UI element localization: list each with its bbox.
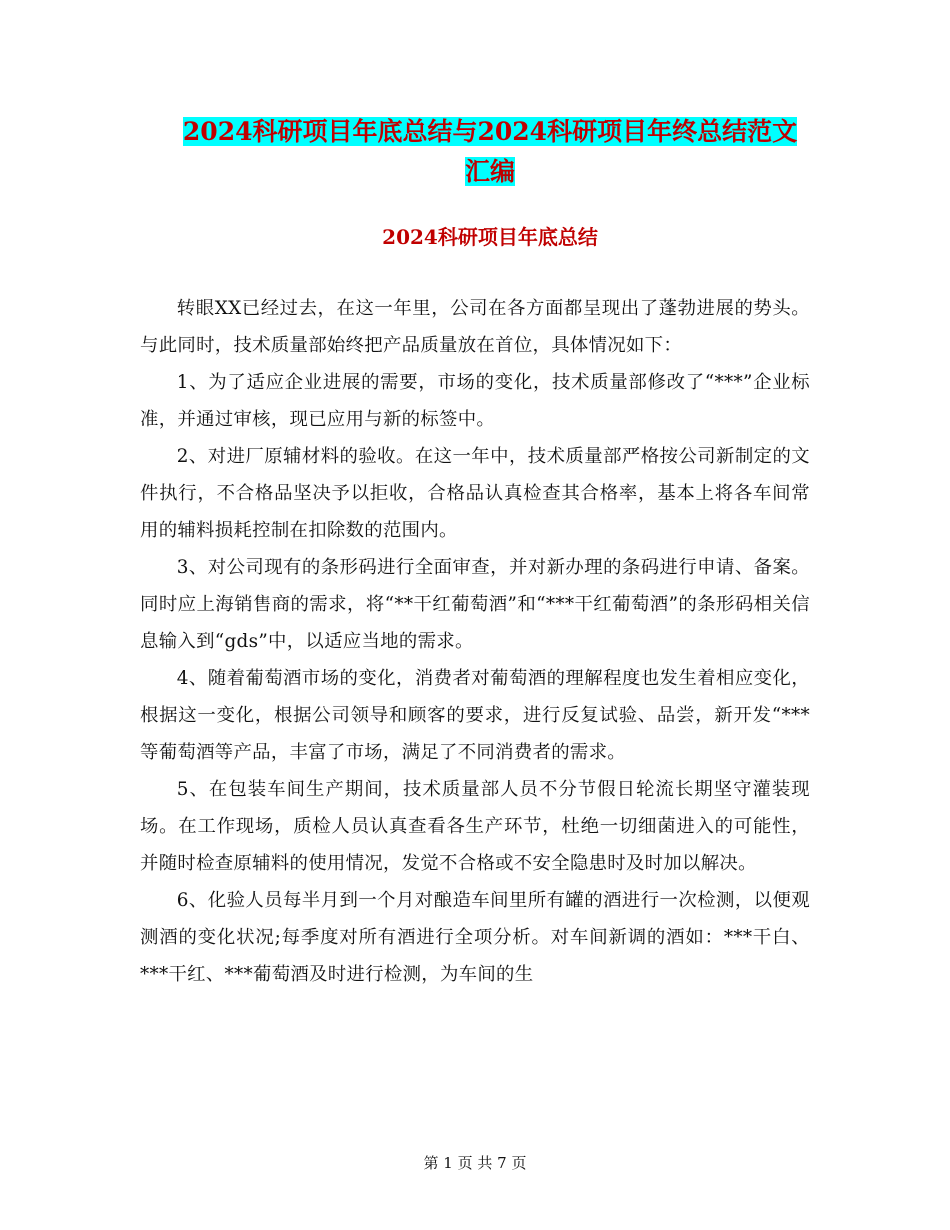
document-title <box>140 112 840 192</box>
paragraph-item-6: 6、化验人员每半月到一个月对酿造车间里所有罐的酒进行一次检测，以便观测酒的变化状况;每季度对所有酒进行全项分析。对车间新调的酒如：***干白、***干红、***葡萄酒及时进行检测，为车间的生 <box>140 890 810 985</box>
paragraph-item-4: 4、随着葡萄酒市场的变化，消费者对葡萄酒的理解程度也发生着相应变化，根据这一变化，根据公司领导和顾客的要求，进行反复试验、品尝，新开发“***等葡萄酒等产品，丰富了市场，满足了不同消费者的需求。 <box>140 668 810 763</box>
paragraph-item-3: 3、对公司现有的条形码进行全面审查，并对新办理的条码进行申请、备案。同时应上海销售商的需求，将“**干红葡萄酒”和“***干红葡萄酒”的条形码相关信息输入到“gds”中，以适应当地的需求。 <box>140 557 810 652</box>
document-title-line1: 2024科研项目年底总结与2024科研项目年终总结范文 <box>182 117 798 146</box>
page-footer: 第 1 页 共 7 页 <box>423 1154 527 1172</box>
paragraph-item-5: 5、在包装车间生产期间，技术质量部人员不分节假日轮流长期坚守灌装现场。在工作现场，质检人员认真查看各生产环节，杜绝一切细菌进入的可能性，并随时检查原辅料的使用情况，发觉不合格或不安全隐患时及时加以解决。 <box>140 779 810 874</box>
document-body <box>140 290 810 993</box>
paragraph-intro: 转眼XX已经过去，在这一年里，公司在各方面都呈现出了蓬勃进展的势头。与此同时，技术质量部始终把产品质量放在首位，具体情况如下： <box>140 298 810 356</box>
document-title-line2: 汇编 <box>464 157 515 186</box>
paragraph-item-2: 2、对进厂原辅材料的验收。在这一年中，技术质量部严格按公司新制定的文件执行，不合格品坚决予以拒收，合格品认真检查其合格率，基本上将各车间常用的辅料损耗控制在扣除数的范围内。 <box>140 446 810 541</box>
paragraph-item-1: 1、为了适应企业进展的需要，市场的变化，技术质量部修改了“***”企业标准，并通过审核，现已应用与新的标签中。 <box>140 372 810 430</box>
section-title: 2024科研项目年底总结 <box>382 225 598 249</box>
